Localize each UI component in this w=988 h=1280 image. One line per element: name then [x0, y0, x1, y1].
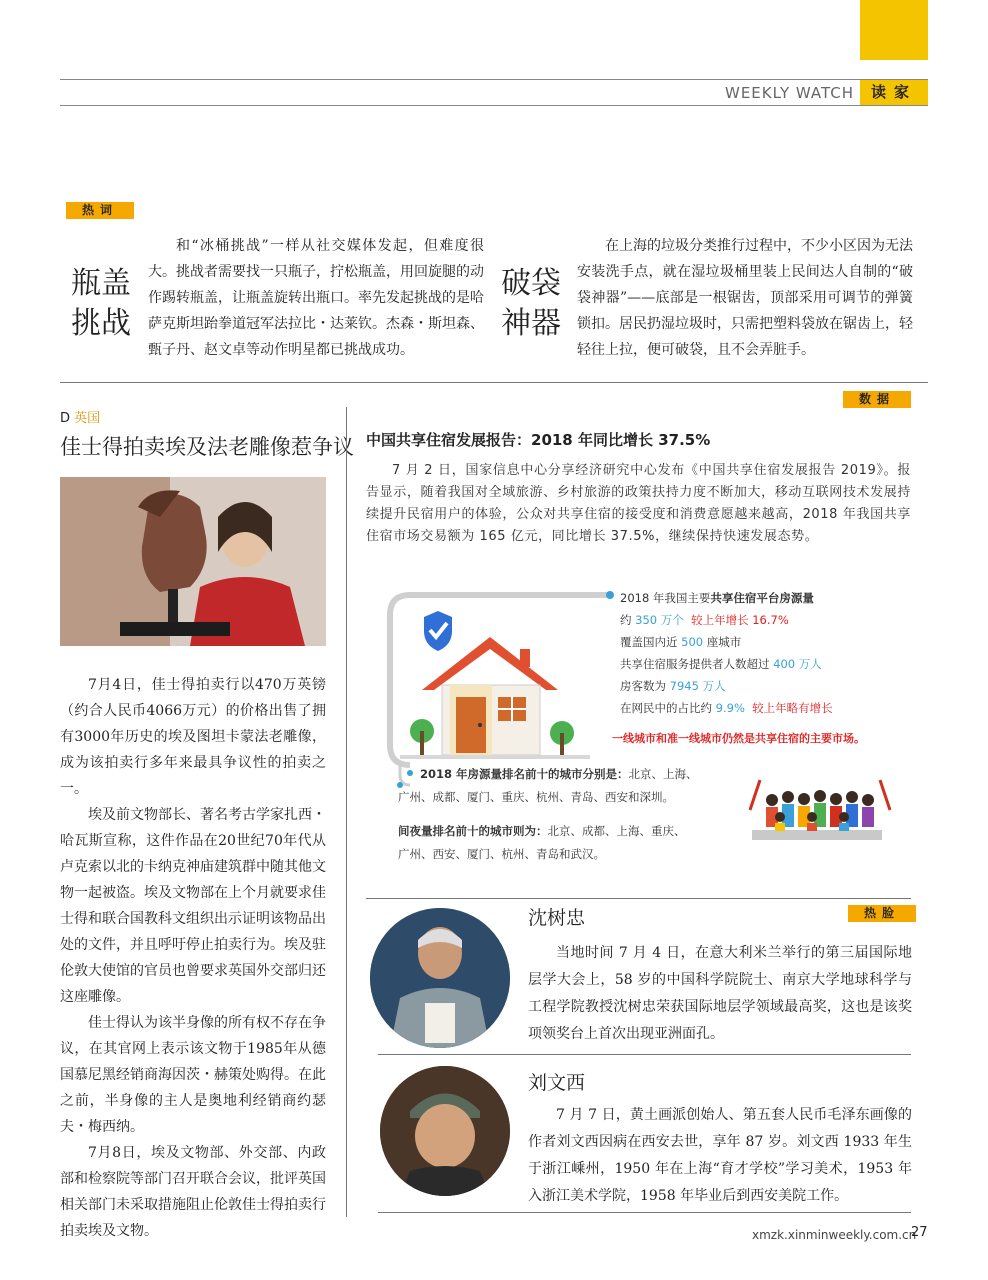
stats-line3-post: 座城市	[703, 635, 742, 649]
avatar-shen-illustration	[370, 908, 510, 1048]
column-divider	[346, 407, 347, 1217]
section-en-label: WEEKLY WATCH	[725, 84, 855, 102]
statue-photo	[60, 477, 326, 646]
data-title: 中国共享住宿发展报告：2018 年同比增长 37.5%	[366, 431, 711, 449]
cities-nights-a: 北京、成都、上海、重庆、	[547, 824, 686, 838]
stats-line6-growth: 较上年略有增长	[752, 701, 833, 715]
stats-highlight: 一线城市和准一线城市仍然是共享住宿的主要市场。	[612, 732, 865, 745]
avatar-liu-illustration	[380, 1066, 510, 1196]
stats-line1	[620, 587, 833, 609]
stats-line4-pre: 共享住宿服务提供者人数超过	[620, 657, 774, 671]
hot-word-left-title-line2: 挑战	[71, 306, 131, 341]
article-paragraph: 7月4日，佳士得拍卖行以470万英镑（约合人民币4066万元）的价格出售了拥有3000年历史的埃及图坦卡蒙法老雕像，成为该拍卖行多年来最具争议性的拍卖之一。	[60, 677, 326, 797]
statue-photo-illustration	[60, 477, 326, 646]
hot-word-right-title-line1: 破袋	[501, 266, 561, 301]
cities-nights-b: 广州、西安、厦门、杭州、青岛和武汉。	[398, 847, 605, 861]
avatar-shen-shuzhong	[370, 908, 510, 1048]
stats-line1-bold: 共享住宿平台房源量	[710, 591, 814, 605]
stats-line2-pre: 约	[620, 613, 636, 627]
stats-line5	[620, 675, 833, 697]
stats-line5-value: 7945 万人	[669, 679, 726, 693]
hot-word-left-text	[148, 233, 484, 363]
region-name: 英国	[74, 411, 101, 426]
stats-line6	[620, 697, 833, 719]
header-yellow-tab	[860, 0, 928, 60]
cities-listings	[398, 763, 698, 809]
region-letter: D	[60, 411, 71, 426]
article-body	[60, 672, 326, 1244]
hot-word-left-title	[66, 264, 136, 344]
stats-line2-value: 350 万个	[635, 613, 684, 627]
person2-name: 刘文西	[528, 1072, 586, 1094]
stats-line4	[620, 653, 833, 675]
hot-words-bottom-rule	[60, 382, 928, 383]
page-number: 27	[911, 1225, 928, 1240]
person2-paragraph: 7 月 7 日，黄土画派创始人、第五套人民币毛泽东画像的作者刘文西因病在西安去世，享年 87 岁。刘文西 1933 年生于浙江嵊州，1950 年在上海“育才学校”学习美术，1953 年入浙江美术学院，1958 年毕业后到西安美院工作。	[528, 1107, 912, 1204]
hot-faces-tag: 热脸	[848, 905, 916, 922]
data-tag: 数据	[843, 391, 911, 408]
hot-word-right-title-line2: 神器	[501, 306, 561, 341]
data-paragraph	[366, 460, 911, 548]
person1-text	[528, 940, 912, 1048]
cities-listings-a: 北京、上海、	[628, 767, 698, 781]
cities-nights	[398, 820, 686, 866]
hot-word-right-text	[577, 233, 913, 363]
data-paragraph-text: 7 月 2 日，国家信息中心分享经济研究中心发布《中国共享住宿发展报告 2019》。报告显示，随着我国对全域旅游、乡村旅游的政策扶持力度不断加大，移动互联网技术发展持续提升民宿用户的体验，公众对共享住宿的接受度和消费意愿越来越高，2018 年我国共享住宿市场交易额为 165 亿元，同比增长 37.5%，继续保持快速发展态势。	[366, 463, 911, 544]
hot-word-left-title-line1: 瓶盖	[71, 266, 131, 301]
avatar-liu-wenxi	[380, 1066, 510, 1196]
stats-line3-pre: 覆盖国内近	[620, 635, 682, 649]
header-bottom-rule	[60, 105, 928, 106]
cities-listings-b: 广州、成都、厦门、重庆、杭州、青岛、西安和深圳。	[398, 790, 674, 804]
stats-line4-value: 400 万人	[773, 657, 822, 671]
cities-nights-label: 间夜量排名前十的城市则为：	[398, 824, 548, 838]
hot-word-right-title	[496, 264, 566, 344]
person2-text	[528, 1102, 912, 1210]
article-region	[60, 407, 100, 426]
cities-listings-label: 2018 年房源量排名前十的城市分别是：	[420, 767, 629, 781]
hot-word-right-paragraph: 在上海的垃圾分类推行过程中，不少小区因为无法安装洗手点，就在湿垃圾桶里装上民间达人自制的“破袋神器”——底部是一根锯齿，顶部采用可调节的弹簧锁扣。居民扔湿垃圾时，只需把塑料袋放在锯齿上，轻轻往上拉，便可破袋，且不会弄脏手。	[577, 238, 913, 358]
person1-name: 沈树忠	[528, 907, 586, 929]
hot-faces-mid-rule	[378, 1054, 911, 1055]
header-rule	[60, 79, 928, 80]
article-paragraph: 佳士得认为该半身像的所有权不存在争议，在其官网上表示该文物于1985年从德国慕尼黑经销商海因茨・赫策处购得。在此之前，半身像的主人是奥地利经销商约瑟夫・梅西纳。	[60, 1015, 326, 1135]
article-paragraph: 埃及前文物部长、著名考古学家扎西・哈瓦斯宣称，这件作品在20世纪70年代从卢克索以北的卡纳克神庙建筑群中随其他文物一起被盗。埃及文物部在上个月就要求佳士得和联合国教科文组织出示证明该物品出处的文件，并且呼吁停止拍卖行为。埃及驻伦敦大使馆的官员也曾要求英国外交部归还这座雕像。	[60, 807, 326, 1005]
article-title: 佳士得拍卖埃及法老雕像惹争议	[60, 435, 354, 459]
hot-words-tag: 热词	[66, 202, 134, 219]
stats-line6-value: 9.9%	[715, 701, 745, 715]
stats-line3-value: 500	[681, 635, 704, 649]
stats-line5-pre: 房客数为	[620, 679, 670, 693]
stats-line2	[620, 609, 833, 631]
footer-url: xmzk.xinminweekly.com.cn	[752, 1228, 917, 1242]
section-cn-label: 读家	[860, 80, 928, 105]
stats-line2-growth: 较上年增长 16.7%	[691, 613, 789, 627]
hot-faces-bottom-rule	[378, 1212, 911, 1213]
hot-faces-top-rule	[366, 898, 911, 899]
person1-paragraph: 当地时间 7 月 4 日，在意大利米兰举行的第三届国际地层学大会上，58 岁的中国科学院院士、南京大学地球科学与工程学院教授沈树忠荣获国际地层学领域最高奖，这也是该奖项领奖台上首次出现亚洲面孔。	[528, 945, 912, 1042]
stats-line6-pre: 在网民中的占比约	[620, 701, 716, 715]
hot-word-left-paragraph: 和“冰桶挑战”一样从社交媒体发起，但难度很大。挑战者需要找一只瓶子，拧松瓶盖，用回旋腿的动作踢转瓶盖，让瓶盖旋转出瓶口。率先发起挑战的是哈萨克斯坦跆拳道冠军法拉比・达莱钦。杰森・斯坦森、甄子丹、赵文卓等动作明星都已挑战成功。	[148, 238, 484, 358]
housing-stats	[620, 587, 833, 719]
article-paragraph: 7月8日，埃及文物部、外交部、内政部和检察院等部门召开联合会议，批评英国相关部门未采取措施阻止伦敦佳士得拍卖行拍卖埃及文物。	[60, 1145, 326, 1239]
stats-line3	[620, 631, 833, 653]
stats-line1-pre: 2018 年我国主要	[620, 591, 711, 605]
